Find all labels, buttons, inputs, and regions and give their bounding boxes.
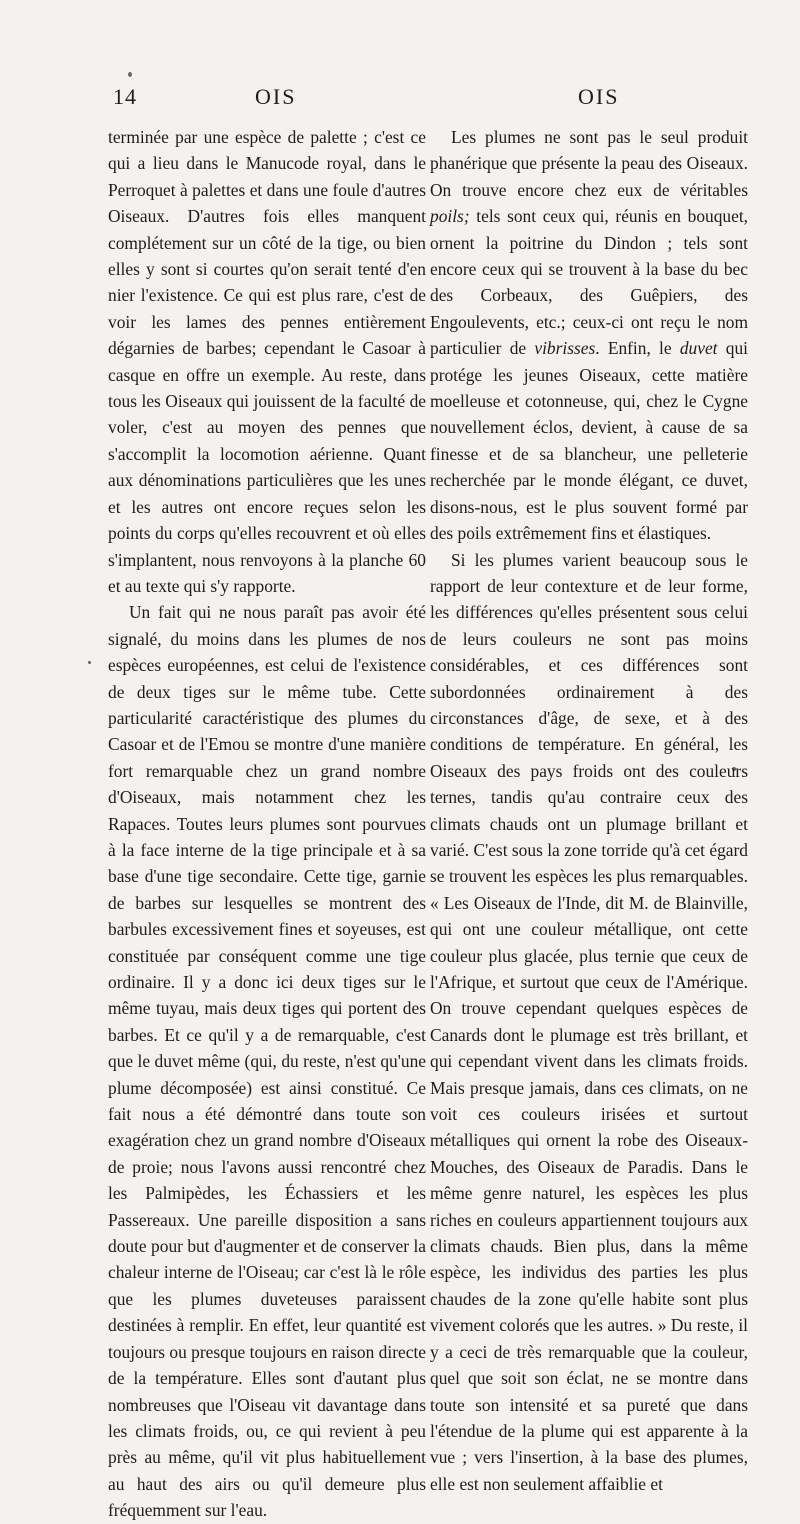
text-run: Les plumes ne sont pas le seul produit phanérique que présente la peau des Oiseaux. On trouve encore chez eux de véritables (430, 127, 748, 200)
text-run: tels sont ceux qui, réunis en bouquet, ornent la poitrine du Dindon ; tels sont encore ceux qui se trouvent à la base du bec des Corbeaux, des Guêpiers, des Engoulevents, etc.; ceux-ci ont reçu le nom particulier de (430, 206, 748, 359)
italic-term: poils; (430, 206, 470, 227)
paragraph (430, 124, 748, 547)
running-title-right: OIS (578, 84, 620, 109)
paragraph: Si les plumes varient beaucoup sous le rapport de leur contexture et de leur forme, les différences qu'elles présentent sous celui de leurs couleurs ne sont pas moins considérables, et ces différences sont subordonnées ordinairement à des circonstances d'âge, de sexe, et à des conditions de température. En général, les Oiseaux des pays froids ont des couleurs ternes, tandis qu'au contraire ceux des climats chauds ont un plumage brillant et varié. C'est sous la zone torride qu'à cet égard se trouvent les espèces les plus remarquables. « Les Oiseaux de l'Inde, dit M. de Blainville, qui ont une couleur métallique, ont cette couleur plus glacée, plus ternie que ceux de l'Afrique, et surtout que ceux de l'Amérique. On trouve cependant quelques espèces de Canards dont le plumage est très brillant, et qui cependant vivent dans les climats froids. Mais presque jamais, dans ces climats, on ne voit ces couleurs irisées et surtout métalliques qui ornent la robe des Oiseaux-Mouches, des Oiseaux de Paradis. Dans le même genre naturel, les espèces les plus riches en couleurs appartiennent toujours aux climats chauds. Bien plus, dans la même espèce, les individus des parties les plus chaudes de la zone qu'elle habite sont plus vivement colorés que les autres. » Du reste, il y a ceci de très remarquable que la couleur, quel que soit son éclat, ne se montre dans toute son intensité et sa pureté que dans l'étendue de la plume qui est apparente à la vue ; vers l'insertion, à la base des plumes, elle est non seulement affaiblie et (430, 549, 748, 1494)
running-header (0, 84, 800, 114)
page-number: 14 (113, 84, 137, 109)
paper-speck (88, 661, 91, 664)
text-run: qui protége les jeunes Oiseaux, cette matière moelleuse et cotonneuse, qui, chez le Cygne nouvellement éclos, devient, à cause de sa finesse et de sa blancheur, une pelleterie recherchée par le monde élégant, ce duvet, disons-nous, est le plus souvent formé par des poils extrêmement fins et élastiques. (430, 338, 748, 544)
right-text-column (430, 124, 748, 1497)
paragraph: terminée par une espèce de palette ; c'est ce qui a lieu dans le Manucode royal, dans le Perroquet à palettes et dans une foule d'autres Oiseaux. D'autres fois elles manquent complétement sur un côté de la tige, ou bien elles y sont si courtes qu'on serait tenté d'en nier l'existence. Ce qui est plus rare, c'est de voir les lames des pennes entièrement dégarnies de barbes; cependant le Casoar à casque en offre un exemple. Au reste, dans tous les Oiseaux qui jouissent de la faculté de voler, c'est au moyen des pennes que s'accomplit la locomotion aérienne. Quant aux dénominations particulières que les unes et les autres ont encore reçues selon les points du corps qu'elles recouvrent et où elles s'implantent, nous renvoyons à la planche 60 et au texte qui s'y rapporte. (108, 127, 426, 596)
italic-term: vibrisses (534, 338, 596, 359)
running-title-left: OIS (255, 84, 297, 109)
italic-term: duvet (679, 338, 718, 359)
left-text-column (108, 124, 426, 1524)
text-run: . Enfin, le (595, 338, 680, 359)
paper-speck (128, 72, 132, 77)
paragraph: Un fait qui ne nous paraît pas avoir été signalé, du moins dans les plumes de nos espèces européennes, est celui de l'existence de deux tiges sur le même tube. Cette particularité caractéristique des plumes du Casoar et de l'Emou se montre d'une manière fort remarquable chez un grand nombre d'Oiseaux, mais notamment chez les Rapaces. Toutes leurs plumes sont pourvues à la face interne de la tige principale et à sa base d'une tige secondaire. Cette tige, garnie de barbes sur lesquelles se montrent des barbules excessivement fines et soyeuses, est constituée par conséquent comme une tige ordinaire. Il y a donc ici deux tiges sur le même tuyau, mais deux tiges qui portent des barbes. Et ce qu'il y a de remarquable, c'est que le duvet même (qui, du reste, n'est qu'une plume décomposée) est ainsi constitué. Ce fait nous a été démontré dans toute son exagération chez un grand nombre d'Oiseaux de proie; nous l'avons aussi rencontré chez les Palmipèdes, les Échassiers et les Passereaux. Une pareille disposition a sans doute pour but d'augmenter et de conserver la chaleur interne de l'Oiseau; car c'est là le rôle que les plumes duveteuses paraissent destinées à remplir. En effet, leur quantité est toujours ou presque toujours en raison directe de la température. Elles sont d'autant plus nombreuses que l'Oiseau vit davantage dans les climats froids, ou, ce qui revient à peu près au même, qu'il vit plus habituellement au haut des airs ou qu'il demeure plus fréquemment sur l'eau. (108, 602, 426, 1521)
